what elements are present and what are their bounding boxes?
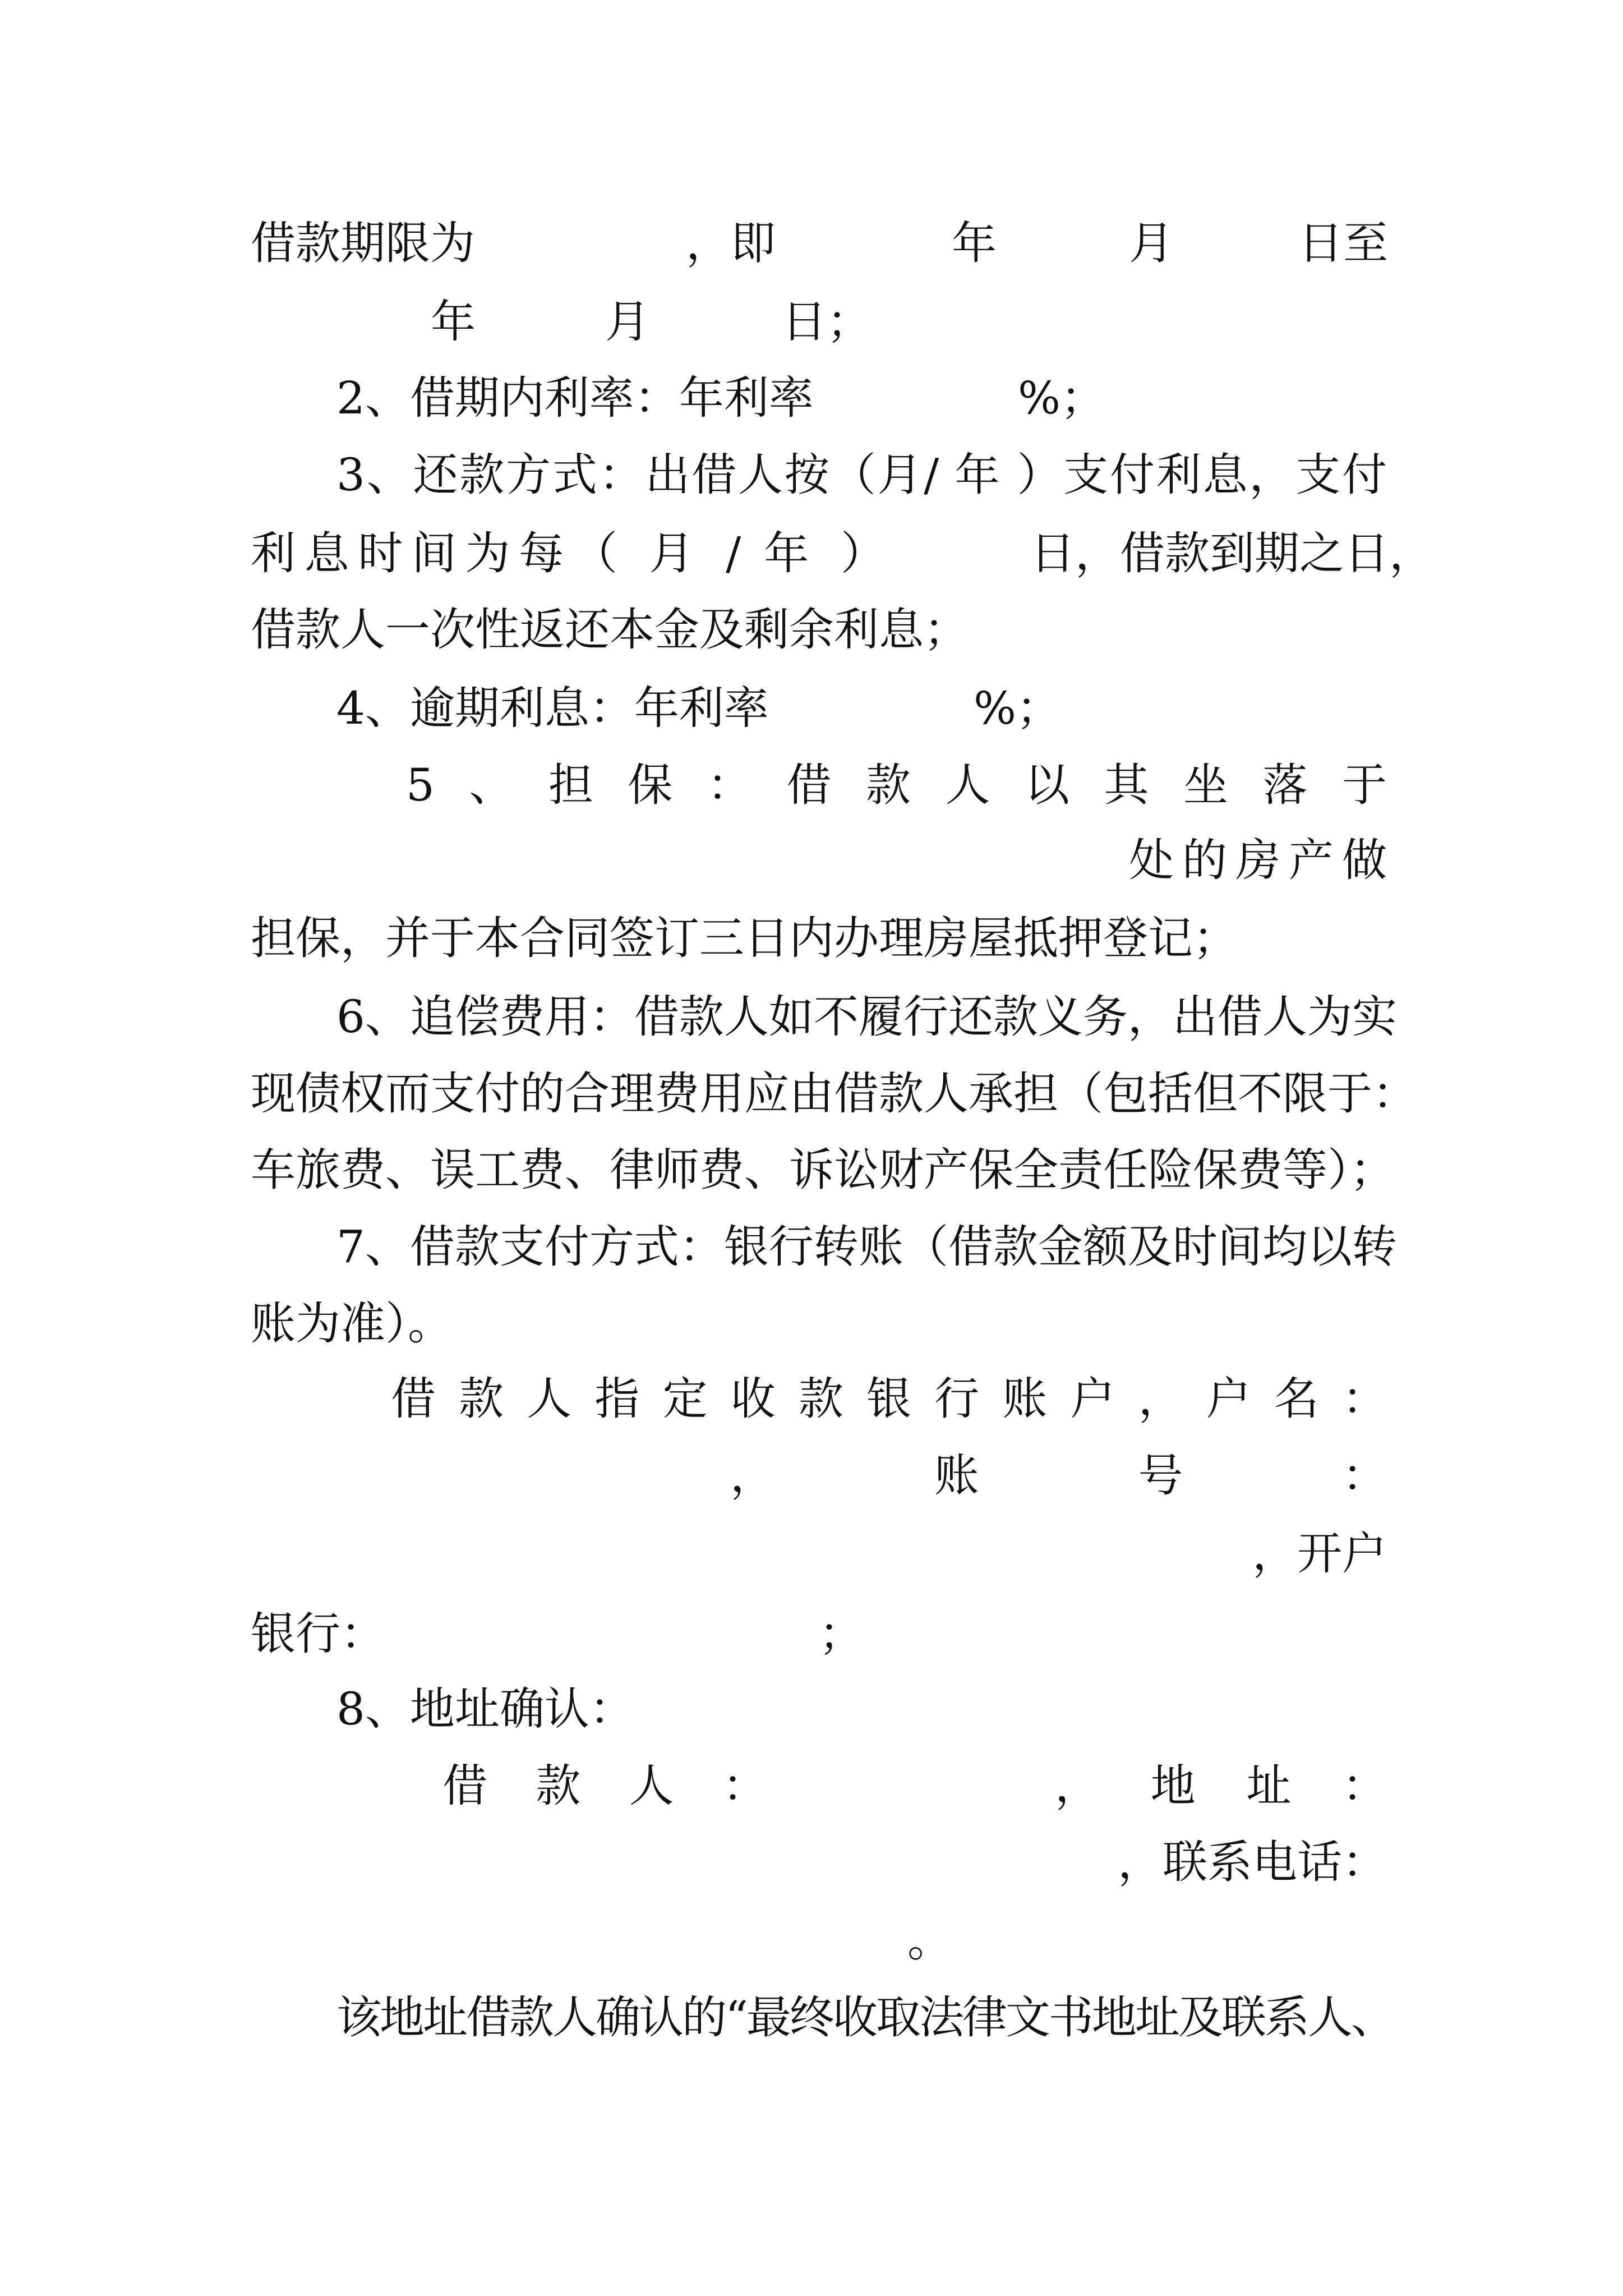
recovery-costs-line-2: 现债权而支付的合理费用应由借款人承担（包括但不限于： [251,1068,1417,1120]
interest-rate-label: 2、借期内利率：年利率 [336,372,814,424]
address-label: ，地址： [1055,1760,1387,1812]
repayment-line-3: 借款人一次性返还本金及剩余利息； [251,604,969,656]
recovery-costs-line-3: 车旅费、误工费、律师费、诉讼财产保全责任险保费等）； [251,1144,1395,1196]
overdue-interest-percent: %； [974,682,1062,734]
address-confirmation-heading: 8、地址确认： [336,1683,634,1735]
loan-term-start-year: 年 [952,217,997,269]
repayment-line-1: 3、还款方式：出借人按（月/ 年 ）支付利息，支付 [336,449,1387,501]
payment-method-line-1: 7、借款支付方式：银行转账（借款金额及时间均以转 [336,1221,1397,1273]
address-end-punctuation: 。 [907,1915,952,1967]
recovery-costs-line-1: 6、追偿费用：借款人如不履行还款义务，出借人为实 [336,991,1397,1043]
overdue-interest-label: 4、逾期利息：年利率 [336,682,769,734]
repayment-line-2-end: 日，借款到期之日， [1030,527,1434,579]
bank-account-line-1: 借款人指定收款银行账户，户名： [391,1373,1387,1425]
bank-account-opening-bank-label: 银行： [251,1608,385,1660]
bank-account-end-punctuation: ； [819,1608,864,1660]
loan-term-label: 借款期限为 [251,217,475,269]
bank-account-opening-bank-prefix: ，开户 [1252,1527,1387,1580]
repayment-line-2-start: 利息时间为每（ 月 / 年 ） [251,527,886,579]
loan-term-namely: ，即 [686,217,776,269]
loan-term-start-month: 月 [1129,217,1174,269]
interest-rate-percent: %； [1018,372,1106,424]
address-phone-label: ，联系电话： [1118,1836,1387,1888]
address-borrower-label: 借款人： [442,1760,767,1812]
address-confirmation-text: 该地址借款人确认的“最终收取法律文书地址及联系人、 [336,1991,1394,2044]
loan-term-end-month: 月 [605,296,650,348]
payment-method-line-2: 账为准）。 [251,1297,453,1350]
guarantee-line-3: 担保，并于本合同签订三日内办理房屋抵押登记； [251,912,1238,964]
loan-term-start-day: 日至 [1298,217,1388,269]
loan-term-end-year: 年 [431,296,476,348]
loan-term-end-day: 日； [782,296,872,348]
guarantee-line-2: 处的房产做 [1129,834,1387,886]
guarantee-line-1: 5、担保：借款人以其坐落于 [406,759,1387,811]
bank-account-number-label: ，账号： [730,1450,1387,1502]
